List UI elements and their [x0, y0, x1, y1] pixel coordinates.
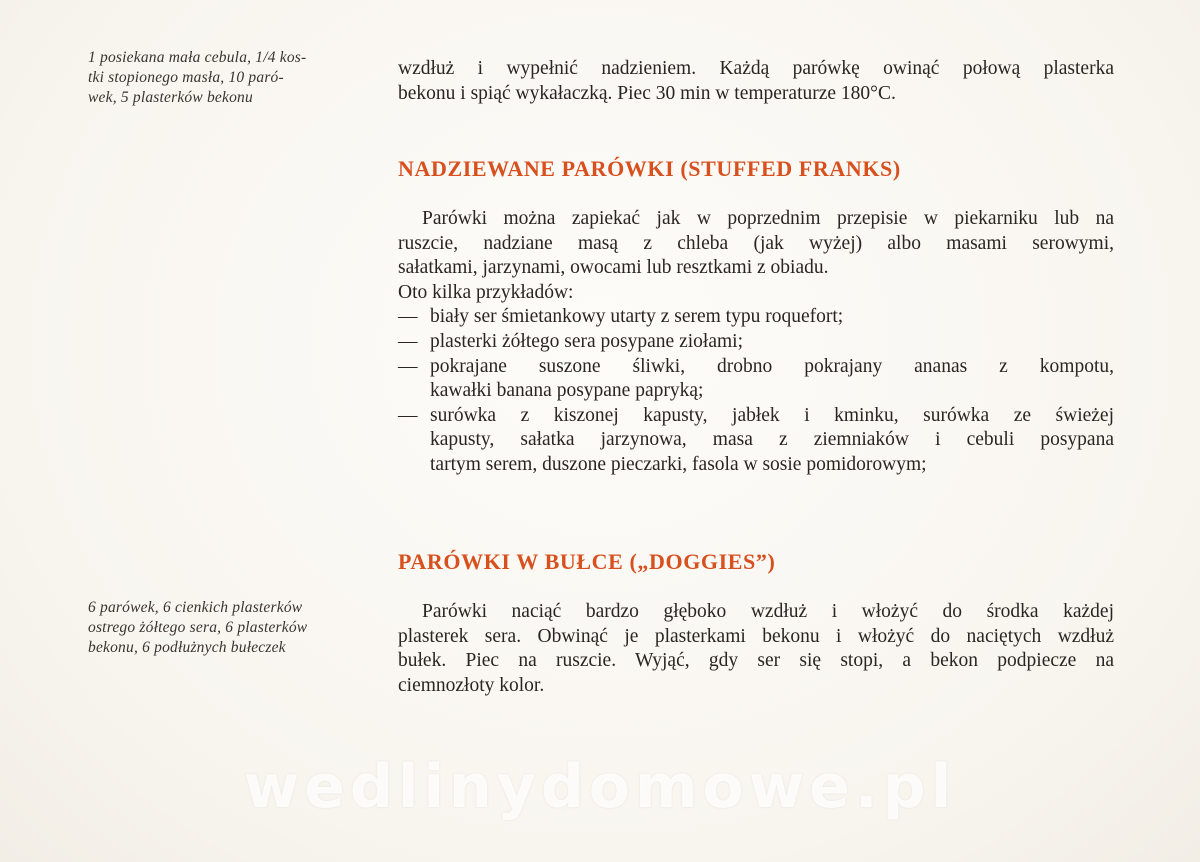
text-line: Parówki można zapiekać jak w poprzednim przepisie w piekarniku lub na	[422, 208, 1114, 229]
text-line: plasterek sera. Obwinąć je plasterkami bekonu i włożyć do naciętych wzdłuż	[398, 625, 1114, 647]
ingredients-line: ostrego żółtego sera, 6 plasterków	[88, 619, 308, 636]
recipe-title-doggies: PARÓWKI W BUŁCE („DOGGIES”)	[398, 549, 776, 574]
list-item	[398, 305, 1114, 330]
text-line: ruszcie, nadziane masą z chleba (jak wyżej) albo masami serowymi,	[398, 232, 1114, 254]
list-item-line: kawałki banana posypane papryką;	[430, 380, 704, 402]
watermark: wedlinydomowe.pl	[243, 752, 957, 822]
ingredients-line: 6 parówek, 6 cienkich plasterków	[88, 599, 303, 616]
text-line: bekonu i spiąć wykałaczką. Piec 30 min w temperaturze 180°C.	[398, 82, 896, 104]
dash-bullet: —	[398, 355, 418, 377]
list-item-line: kapusty, sałatka jarzynowa, masa z ziemniaków i cebuli posypana	[430, 429, 1114, 451]
dash-bullet: —	[398, 330, 418, 352]
list-item	[398, 404, 1114, 478]
ingredients-line: wek, 5 plasterków bekonu	[88, 89, 253, 106]
recipe-body-stuffed-franks	[398, 207, 1114, 478]
intro-paragraph	[398, 57, 1114, 106]
examples-intro: Oto kilka przykładów:	[398, 281, 574, 303]
ingredients-line: 1 posiekana mała cebula, 1/4 kos-	[88, 49, 307, 66]
text-line: bułek. Piec na ruszcie. Wyjąć, gdy ser się stopi, a bekon podpiecze na	[398, 650, 1114, 672]
ingredients-line: bekonu, 6 podłużnych bułeczek	[88, 639, 286, 656]
list-item	[398, 355, 1114, 404]
recipe-title-stuffed-franks: NADZIEWANE PARÓWKI (STUFFED FRANKS)	[398, 156, 901, 181]
recipe-body-doggies	[398, 600, 1114, 698]
list-item-line: tartym serem, duszone pieczarki, fasola w sosie pomidorowym;	[430, 453, 927, 475]
text-line: ciemnozłoty kolor.	[398, 674, 545, 696]
dash-bullet: —	[398, 306, 418, 328]
list-item-line: biały ser śmietankowy utarty z serem typu roquefort;	[430, 306, 844, 328]
list-item-line: surówka z kiszonej kapusty, jabłek i kminku, surówka ze świeżej	[430, 404, 1114, 426]
ingredients-sidebar-2	[88, 598, 370, 658]
text-line: sałatkami, jarzynami, owocami lub resztkami z obiadu.	[398, 257, 829, 279]
text-line: wzdłuż i wypełnić nadzieniem. Każdą parówkę owinąć połową plasterka	[398, 58, 1114, 79]
ingredients-sidebar-1	[88, 48, 370, 108]
list-item	[398, 330, 1114, 355]
list-item-line: pokrajane suszone śliwki, drobno pokrajany ananas z kompotu,	[430, 355, 1114, 377]
text-line: Parówki naciąć bardzo głęboko wzdłuż i włożyć do środka każdej	[422, 601, 1114, 622]
dash-bullet: —	[398, 404, 418, 426]
list-item-line: plasterki żółtego sera posypane ziołami;	[430, 330, 743, 352]
ingredients-line: tki stopionego masła, 10 paró-	[88, 69, 284, 86]
